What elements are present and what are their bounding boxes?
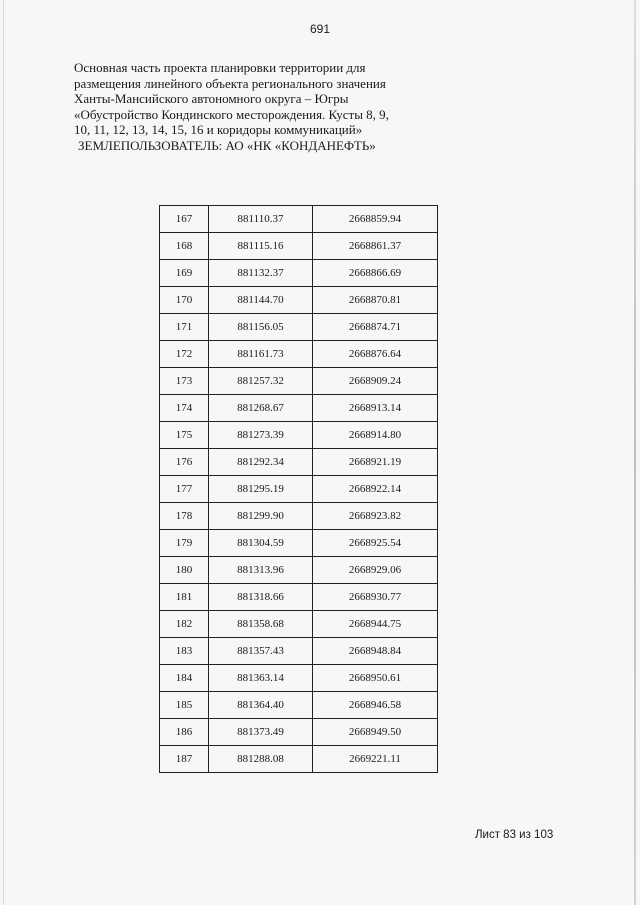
point-number-cell: 178: [160, 503, 209, 530]
x-coordinate-cell: 881299.90: [209, 503, 313, 530]
table-row: [160, 395, 438, 422]
x-coordinate-cell: 881132.37: [209, 260, 313, 287]
page-number: 691: [309, 22, 331, 36]
point-number-cell: 186: [160, 719, 209, 746]
point-number-cell: 183: [160, 638, 209, 665]
x-coordinate-cell: 881161.73: [209, 341, 313, 368]
coordinates-table: [159, 205, 438, 773]
x-coordinate-cell: 881292.34: [209, 449, 313, 476]
x-coordinate-cell: 881295.19: [209, 476, 313, 503]
y-coordinate-cell: 2668909.24: [313, 368, 438, 395]
point-number-cell: 174: [160, 395, 209, 422]
table-row: [160, 611, 438, 638]
table-row: [160, 287, 438, 314]
point-number-cell: 181: [160, 584, 209, 611]
x-coordinate-cell: 881156.05: [209, 314, 313, 341]
y-coordinate-cell: 2668874.71: [313, 314, 438, 341]
point-number-cell: 182: [160, 611, 209, 638]
heading-line: Основная часть проекта планировки территории для: [74, 60, 366, 75]
table-row: [160, 638, 438, 665]
table-row: [160, 530, 438, 557]
table-row: [160, 746, 438, 773]
y-coordinate-cell: 2668922.14: [313, 476, 438, 503]
heading-line: 10, 11, 12, 13, 14, 15, 16 и коридоры коммуникаций»: [74, 122, 363, 137]
point-number-cell: 176: [160, 449, 209, 476]
table-row: [160, 368, 438, 395]
y-coordinate-cell: 2668946.58: [313, 692, 438, 719]
y-coordinate-cell: 2668930.77: [313, 584, 438, 611]
x-coordinate-cell: 881288.08: [209, 746, 313, 773]
table-row: [160, 341, 438, 368]
y-coordinate-cell: 2668950.61: [313, 665, 438, 692]
point-number-cell: 180: [160, 557, 209, 584]
heading-line: размещения линейного объекта регионального значения: [74, 75, 386, 91]
x-coordinate-cell: 881304.59: [209, 530, 313, 557]
y-coordinate-cell: 2668861.37: [313, 233, 438, 260]
table-row: [160, 260, 438, 287]
x-coordinate-cell: 881363.14: [209, 665, 313, 692]
x-coordinate-cell: 881313.96: [209, 557, 313, 584]
x-coordinate-cell: 881273.39: [209, 422, 313, 449]
y-coordinate-cell: 2668921.19: [313, 449, 438, 476]
table-row: [160, 557, 438, 584]
point-number-cell: 171: [160, 314, 209, 341]
y-coordinate-cell: 2668948.84: [313, 638, 438, 665]
point-number-cell: 184: [160, 665, 209, 692]
table-row: [160, 206, 438, 233]
x-coordinate-cell: 881364.40: [209, 692, 313, 719]
table-row: [160, 692, 438, 719]
point-number-cell: 173: [160, 368, 209, 395]
x-coordinate-cell: 881144.70: [209, 287, 313, 314]
sheet-counter: Лист 83 из 103: [475, 829, 554, 841]
table-row: [160, 449, 438, 476]
table-row: [160, 584, 438, 611]
y-coordinate-cell: 2668914.80: [313, 422, 438, 449]
scan-edge-left: [3, 0, 4, 905]
point-number-cell: 170: [160, 287, 209, 314]
heading-line: Ханты-Мансийского автономного округа – Югры: [74, 91, 349, 106]
point-number-cell: 167: [160, 206, 209, 233]
point-number-cell: 185: [160, 692, 209, 719]
y-coordinate-cell: 2668859.94: [313, 206, 438, 233]
document-heading: [74, 60, 434, 153]
y-coordinate-cell: 2668929.06: [313, 557, 438, 584]
x-coordinate-cell: 881318.66: [209, 584, 313, 611]
point-number-cell: 175: [160, 422, 209, 449]
y-coordinate-cell: 2668949.50: [313, 719, 438, 746]
y-coordinate-cell: 2668870.81: [313, 287, 438, 314]
point-number-cell: 187: [160, 746, 209, 773]
y-coordinate-cell: 2668876.64: [313, 341, 438, 368]
x-coordinate-cell: 881358.68: [209, 611, 313, 638]
x-coordinate-cell: 881268.67: [209, 395, 313, 422]
heading-line: «Обустройство Кондинского месторождения. Кусты 8, 9,: [74, 106, 389, 122]
table-row: [160, 233, 438, 260]
y-coordinate-cell: 2668913.14: [313, 395, 438, 422]
y-coordinate-cell: 2668923.82: [313, 503, 438, 530]
x-coordinate-cell: 881373.49: [209, 719, 313, 746]
heading-landowner: ЗЕМЛЕПОЛЬЗОВАТЕЛЬ: АО «НК «КОНДАНЕФТЬ»: [78, 137, 376, 153]
point-number-cell: 177: [160, 476, 209, 503]
x-coordinate-cell: 881257.32: [209, 368, 313, 395]
y-coordinate-cell: 2668925.54: [313, 530, 438, 557]
table-row: [160, 665, 438, 692]
point-number-cell: 172: [160, 341, 209, 368]
table-row: [160, 314, 438, 341]
table-row: [160, 476, 438, 503]
y-coordinate-cell: 2669221.11: [313, 746, 438, 773]
x-coordinate-cell: 881115.16: [209, 233, 313, 260]
table-row: [160, 422, 438, 449]
table-row: [160, 503, 438, 530]
point-number-cell: 168: [160, 233, 209, 260]
y-coordinate-cell: 2668944.75: [313, 611, 438, 638]
point-number-cell: 179: [160, 530, 209, 557]
x-coordinate-cell: 881110.37: [209, 206, 313, 233]
table-row: [160, 719, 438, 746]
scan-edge-right: [634, 0, 636, 905]
point-number-cell: 169: [160, 260, 209, 287]
x-coordinate-cell: 881357.43: [209, 638, 313, 665]
y-coordinate-cell: 2668866.69: [313, 260, 438, 287]
